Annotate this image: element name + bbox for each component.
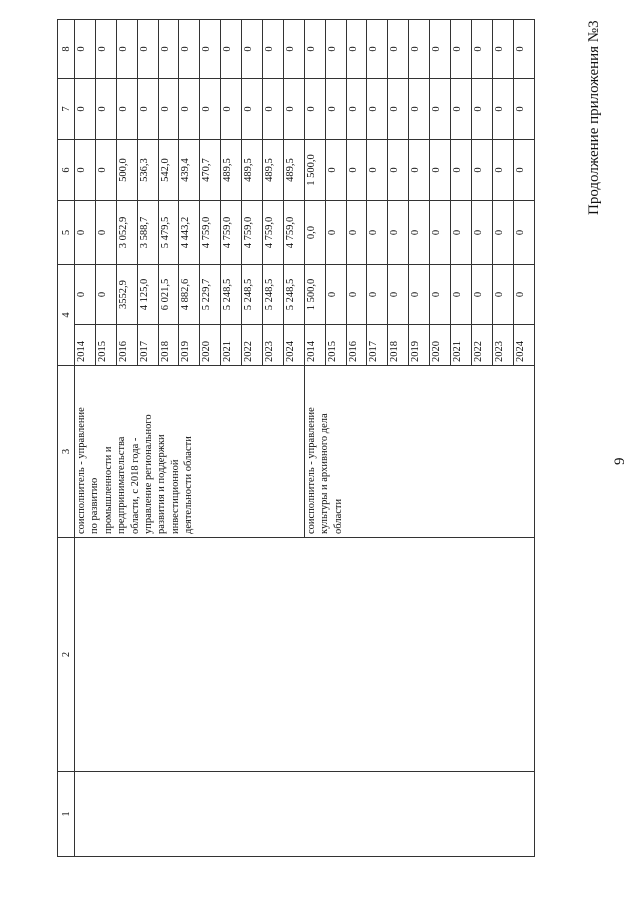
year-cell: 2015 <box>95 325 116 366</box>
col6-cell: 0 <box>430 140 451 201</box>
col6-cell: 0 <box>95 140 116 201</box>
total-cell: 1 500,0 <box>304 265 325 325</box>
total-cell: 5 248,5 <box>242 265 263 325</box>
year-cell: 2022 <box>242 325 263 366</box>
col7-cell: 0 <box>137 79 158 140</box>
col6-cell: 0 <box>513 140 534 201</box>
year-cell: 2023 <box>263 325 284 366</box>
col8-cell: 0 <box>451 20 472 79</box>
executor-description-line: управление регионального <box>143 414 155 534</box>
col8-cell: 0 <box>75 20 96 79</box>
col8-cell: 0 <box>325 20 346 79</box>
year-cell: 2021 <box>221 325 242 366</box>
total-cell: 5 229,7 <box>200 265 221 325</box>
col6-cell: 489,5 <box>283 140 304 201</box>
col5-cell: 0 <box>492 201 513 265</box>
funding-table <box>57 19 535 857</box>
col8-cell: 0 <box>367 20 388 79</box>
col5-cell: 0,0 <box>304 201 325 265</box>
executor-description-line: области, с 2018 года - <box>129 437 141 534</box>
col8-cell: 0 <box>471 20 492 79</box>
col8-cell: 0 <box>283 20 304 79</box>
header-cell-7: 7 <box>58 79 75 140</box>
page-number: 9 <box>612 457 628 465</box>
year-cell: 2018 <box>388 325 409 366</box>
total-cell: 0 <box>513 265 534 325</box>
executor-description <box>304 366 534 538</box>
header-cell-5: 5 <box>58 201 75 265</box>
year-cell: 2018 <box>158 325 179 366</box>
total-cell: 0 <box>471 265 492 325</box>
col8-cell: 0 <box>346 20 367 79</box>
year-cell: 2019 <box>409 325 430 366</box>
col6-cell: 0 <box>388 140 409 201</box>
header-cell-3: 3 <box>58 366 75 538</box>
col7-cell: 0 <box>95 79 116 140</box>
col5-cell: 0 <box>367 201 388 265</box>
col8-cell: 0 <box>179 20 200 79</box>
col7-cell: 0 <box>325 79 346 140</box>
year-cell: 2024 <box>513 325 534 366</box>
executor-description-line: инвестиционной <box>169 459 181 534</box>
col6-cell: 0 <box>409 140 430 201</box>
total-cell: 0 <box>75 265 96 325</box>
col6-cell: 470,7 <box>200 140 221 201</box>
header-cell-8: 8 <box>58 20 75 79</box>
col6-cell: 489,5 <box>242 140 263 201</box>
year-cell: 2019 <box>179 325 200 366</box>
year-cell: 2016 <box>346 325 367 366</box>
year-cell: 2022 <box>471 325 492 366</box>
col5-cell: 5 479,5 <box>158 201 179 265</box>
total-cell: 0 <box>325 265 346 325</box>
col8-cell: 0 <box>137 20 158 79</box>
col8-cell: 0 <box>304 20 325 79</box>
year-cell: 2020 <box>430 325 451 366</box>
col7-cell: 0 <box>492 79 513 140</box>
executor-description <box>75 366 305 538</box>
executor-description-line: области <box>332 498 344 534</box>
col6-cell: 536,3 <box>137 140 158 201</box>
col7-cell: 0 <box>451 79 472 140</box>
table-row <box>75 20 96 857</box>
col7-cell: 0 <box>242 79 263 140</box>
col5-cell: 0 <box>75 201 96 265</box>
total-cell: 0 <box>95 265 116 325</box>
col8-cell: 0 <box>242 20 263 79</box>
col8-cell: 0 <box>492 20 513 79</box>
col7-cell: 0 <box>200 79 221 140</box>
col5-cell: 3 052,9 <box>116 201 137 265</box>
executor-description-line: развития и поддержки <box>156 434 168 534</box>
col7-cell: 0 <box>388 79 409 140</box>
total-cell: 0 <box>409 265 430 325</box>
col7-cell: 0 <box>158 79 179 140</box>
col7-cell: 0 <box>367 79 388 140</box>
col7-cell: 0 <box>430 79 451 140</box>
col5-cell: 4 759,0 <box>242 201 263 265</box>
total-cell: 3552,9 <box>116 265 137 325</box>
col7-cell: 0 <box>263 79 284 140</box>
col6-cell: 0 <box>492 140 513 201</box>
col5-cell: 4 759,0 <box>263 201 284 265</box>
executor-description-line: соисполнитель - управление <box>305 407 317 534</box>
col5-cell: 0 <box>409 201 430 265</box>
year-cell: 2016 <box>116 325 137 366</box>
col6-cell: 0 <box>325 140 346 201</box>
col5-cell: 0 <box>513 201 534 265</box>
col5-cell: 0 <box>451 201 472 265</box>
col7-cell: 0 <box>346 79 367 140</box>
executor-description-line: культуры и архивного дела <box>319 413 331 534</box>
col6-cell: 1 500,0 <box>304 140 325 201</box>
col7-cell: 0 <box>116 79 137 140</box>
col5-cell: 0 <box>471 201 492 265</box>
col7-cell: 0 <box>409 79 430 140</box>
year-cell: 2024 <box>283 325 304 366</box>
col5-cell: 0 <box>430 201 451 265</box>
total-cell: 5 248,5 <box>263 265 284 325</box>
col8-cell: 0 <box>388 20 409 79</box>
col8-cell: 0 <box>513 20 534 79</box>
col5-cell: 0 <box>388 201 409 265</box>
col8-cell: 0 <box>409 20 430 79</box>
total-cell: 4 882,6 <box>179 265 200 325</box>
col6-cell: 0 <box>471 140 492 201</box>
year-cell: 2017 <box>137 325 158 366</box>
col6-cell: 542,0 <box>158 140 179 201</box>
total-cell: 0 <box>367 265 388 325</box>
col6-cell: 500,0 <box>116 140 137 201</box>
executor-description-line: по развитию <box>89 477 101 534</box>
col5-cell: 0 <box>346 201 367 265</box>
header-cell-6: 6 <box>58 140 75 201</box>
col8-cell: 0 <box>221 20 242 79</box>
total-cell: 0 <box>451 265 472 325</box>
year-cell: 2017 <box>367 325 388 366</box>
col7-cell: 0 <box>283 79 304 140</box>
header-cell-4: 4 <box>58 265 75 366</box>
appendix-title: Продолжение приложения №3 <box>586 20 602 215</box>
executor-description-line: предпринимательства <box>116 436 128 534</box>
col8-cell: 0 <box>95 20 116 79</box>
header-row <box>58 20 75 857</box>
executor-description-line: промышленности и <box>102 446 114 534</box>
col5-cell: 4 759,0 <box>221 201 242 265</box>
col1-cell <box>75 772 535 857</box>
header-cell-2: 2 <box>58 538 75 772</box>
col7-cell: 0 <box>75 79 96 140</box>
total-cell: 0 <box>346 265 367 325</box>
col5-cell: 3 588,7 <box>137 201 158 265</box>
col7-cell: 0 <box>221 79 242 140</box>
header-cell-1: 1 <box>58 772 75 857</box>
total-cell: 6 021,5 <box>158 265 179 325</box>
col5-cell: 0 <box>95 201 116 265</box>
col5-cell: 4 759,0 <box>283 201 304 265</box>
col6-cell: 0 <box>451 140 472 201</box>
total-cell: 4 125,0 <box>137 265 158 325</box>
col8-cell: 0 <box>116 20 137 79</box>
col8-cell: 0 <box>430 20 451 79</box>
col7-cell: 0 <box>304 79 325 140</box>
executor-description-line: соисполнитель - управление <box>76 407 87 534</box>
col6-cell: 0 <box>75 140 96 201</box>
total-cell: 5 248,5 <box>283 265 304 325</box>
col8-cell: 0 <box>158 20 179 79</box>
col6-cell: 439,4 <box>179 140 200 201</box>
col6-cell: 0 <box>367 140 388 201</box>
total-cell: 0 <box>492 265 513 325</box>
col5-cell: 4 759,0 <box>200 201 221 265</box>
year-cell: 2014 <box>75 325 96 366</box>
year-cell: 2020 <box>200 325 221 366</box>
col6-cell: 489,5 <box>263 140 284 201</box>
year-cell: 2021 <box>451 325 472 366</box>
col8-cell: 0 <box>263 20 284 79</box>
col7-cell: 0 <box>513 79 534 140</box>
total-cell: 0 <box>388 265 409 325</box>
col7-cell: 0 <box>471 79 492 140</box>
total-cell: 0 <box>430 265 451 325</box>
col6-cell: 489,5 <box>221 140 242 201</box>
col8-cell: 0 <box>200 20 221 79</box>
year-cell: 2014 <box>304 325 325 366</box>
col5-cell: 0 <box>325 201 346 265</box>
year-cell: 2015 <box>325 325 346 366</box>
executor-description-line: деятельности области <box>183 436 195 534</box>
col5-cell: 4 443,2 <box>179 201 200 265</box>
col7-cell: 0 <box>179 79 200 140</box>
col2-cell <box>75 538 535 772</box>
col6-cell: 0 <box>346 140 367 201</box>
total-cell: 5 248,5 <box>221 265 242 325</box>
year-cell: 2023 <box>492 325 513 366</box>
